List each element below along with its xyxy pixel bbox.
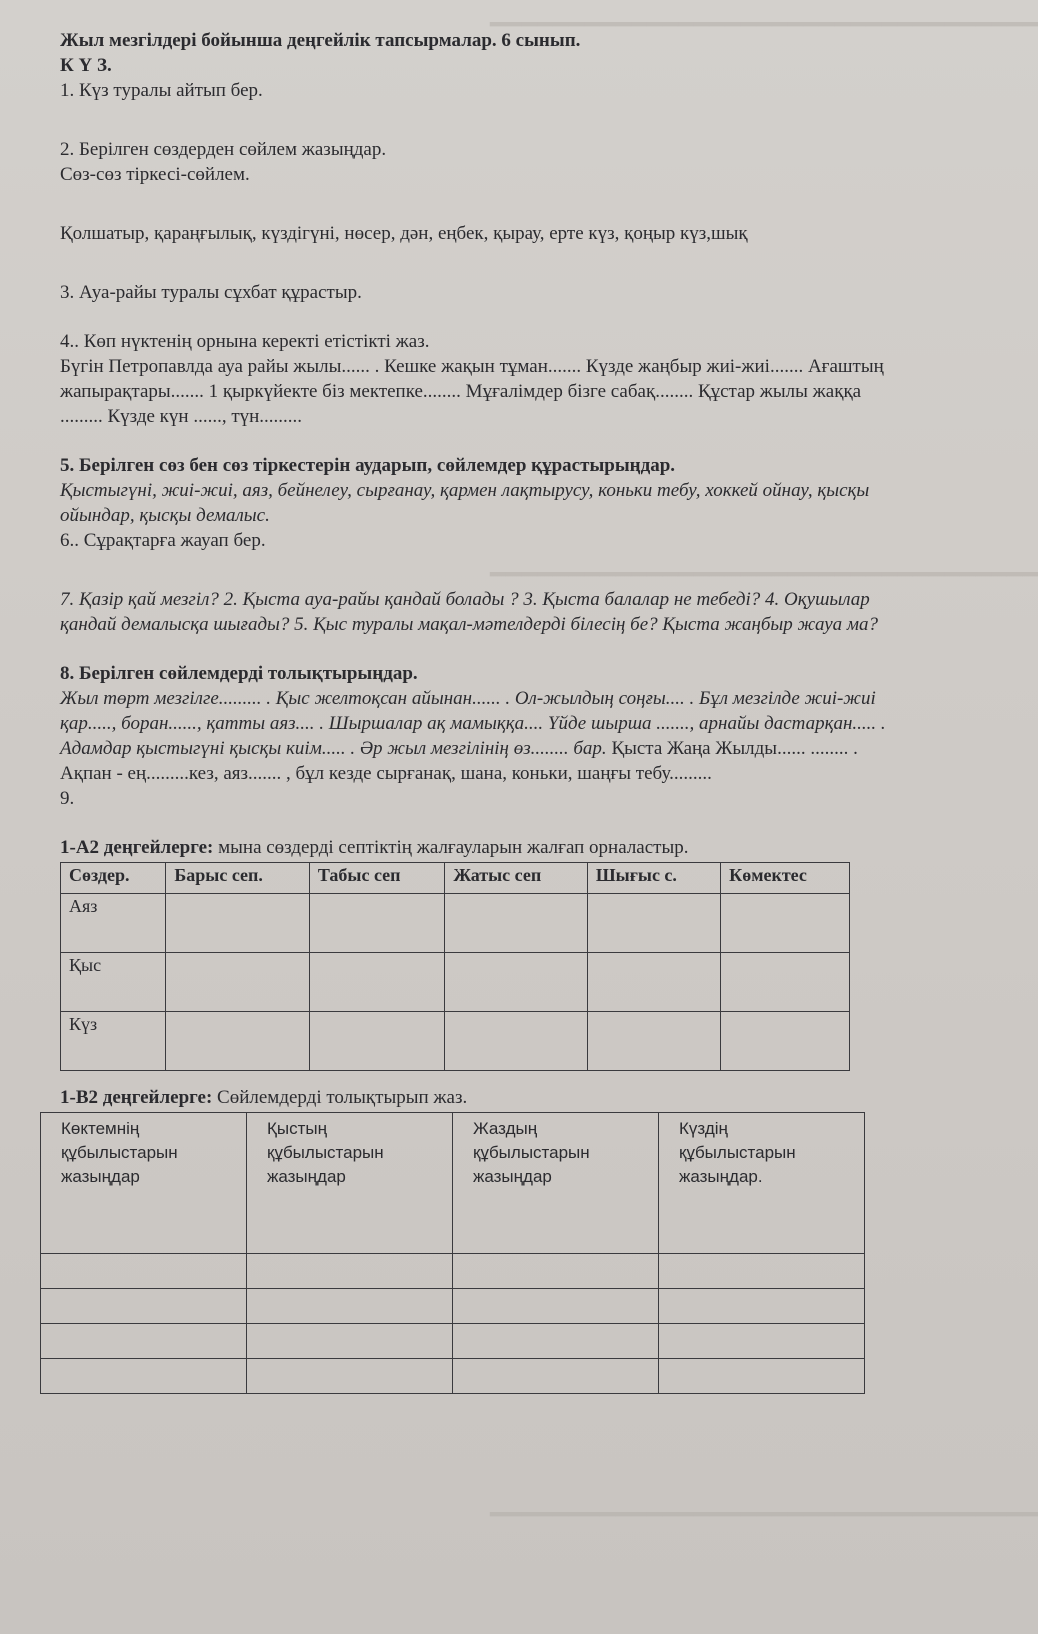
answer-cell	[247, 1359, 453, 1394]
case-row-word: Күз	[61, 1012, 166, 1071]
spring-header: Көктемнің құбылыстарын жазыңдар	[41, 1113, 247, 1254]
answer-cell	[309, 953, 445, 1012]
task-5-line-2: ойындар, қысқы демалыс.	[60, 505, 270, 526]
task-7-line-1: 7. Қазір қай мезгіл? 2. Қыста ауа-райы қандай болады ? 3. Қыста балалар не тебеді? 4. Оқушылар	[60, 589, 870, 610]
answer-cell	[445, 1012, 588, 1071]
task-6: 6.. Сұрақтарға жауап бер.	[60, 530, 266, 551]
answer-cell	[247, 1289, 453, 1324]
answer-cell	[587, 953, 720, 1012]
answer-cell	[721, 1012, 850, 1071]
autumn-header: Күздің құбылыстарын жазыңдар.	[659, 1113, 865, 1254]
a2-label: 1-А2 деңгейлерге:	[60, 837, 214, 858]
task-5: 5. Берілген сөз бен сөз тіркестерін аударып, сөйлемдер құрастырыңдар.	[60, 455, 676, 476]
a2-instruction	[60, 835, 1020, 860]
answer-cell	[166, 953, 309, 1012]
task-9: 9.	[60, 788, 75, 809]
answer-cell	[309, 894, 445, 953]
task-5-line-1: Қыстыгүні, жиі-жиі, аяз, бейнелеу, сырғанау, қармен лақтырусу, коньки тебу, хоккей ойнау, қысқы	[60, 480, 870, 501]
section-heading: К Ү З.	[60, 55, 112, 76]
answer-cell	[721, 894, 850, 953]
task-4: 4.. Көп нүктенің орнына керекті етістікті жаз.	[60, 331, 430, 352]
answer-cell	[41, 1254, 247, 1289]
b2-text: Сөйлемдерді толықтырып жаз.	[212, 1087, 468, 1108]
summer-header: Жаздың құбылыстарын жазыңдар	[453, 1113, 659, 1254]
case-header-accusative: Табыс сеп	[309, 863, 445, 894]
task-7-line-2: қандай демалысқа шығады? 5. Қыс туралы мақал-мәтелдерді білесің бе? Қыста жаңбыр жауа ма?	[60, 614, 879, 635]
table-row	[41, 1254, 865, 1289]
answer-cell	[41, 1359, 247, 1394]
answer-cell	[247, 1254, 453, 1289]
answer-cell	[453, 1254, 659, 1289]
answer-cell	[659, 1359, 865, 1394]
table-row	[61, 953, 850, 1012]
answer-cell	[453, 1359, 659, 1394]
task-8-line-1: Жыл төрт мезгілге......... . Қыс желтоқсан айынан...... . Ол-жылдың соңғы.... . Бұл мезгілде жиі-жиі	[60, 688, 876, 709]
answer-cell	[659, 1324, 865, 1359]
task-8-line-2: қар....., боран......, қатты аяз.... . Шыршалар ақ мамыққа.... Үйде шырша ......., арнайы дастарқан..... .	[60, 713, 886, 734]
bleed-through-texture: ━━━━━━━━━━━━━━━━━━━━━━━━━━━━━━━━━━━	[490, 560, 1038, 590]
task-4-line-3: ......... Күзде күн ......, түн.........	[60, 406, 303, 427]
a2-text: мына сөздерді септіктің жалғауларын жалғап орналастыр.	[213, 837, 689, 858]
task-4-line-2: жапырақтары....... 1 қыркүйекте біз мектепке........ Мұғалімдер бізге сабақ........ Құстар жылы жаққа	[60, 381, 862, 402]
answer-cell	[659, 1254, 865, 1289]
case-table-header-row	[61, 863, 850, 894]
answer-cell	[445, 894, 588, 953]
answer-cell	[453, 1289, 659, 1324]
task-1: 1. Күз туралы айтып бер.	[60, 80, 263, 101]
answer-cell	[445, 953, 588, 1012]
task-4-line-1: Бүгін Петропавлда ауа райы жылы...... . Кешке жақын тұман....... Күзде жаңбыр жиі-жиі....... Ағаштың	[60, 356, 884, 377]
b2-label: 1-В2 деңгейлерге:	[60, 1087, 213, 1108]
task-8-line-3b: Қыста Жаңа Жылды...... ........ .	[606, 738, 858, 759]
task-2: 2. Берілген сөздерден сөйлем жазыңдар.	[60, 139, 387, 160]
table-row	[61, 894, 850, 953]
case-header-ablative: Шығыс с.	[587, 863, 720, 894]
case-header-locative: Жатыс сеп	[445, 863, 588, 894]
winter-header: Қыстың құбылыстарын жазыңдар	[247, 1113, 453, 1254]
task-2-words: Қолшатыр, қараңғылық, күздігүні, нөсер, дән, еңбек, қырау, ерте күз, қоңыр күз,шық	[60, 223, 748, 244]
task-8-line-4: Ақпан - ең.........кез, аяз....... , бұл кезде сырғанақ, шана, коньки, шаңғы тебу.........	[60, 763, 712, 784]
table-row	[61, 1012, 850, 1071]
answer-cell	[309, 1012, 445, 1071]
case-header-instrumental: Көмектес	[721, 863, 850, 894]
answer-cell	[587, 894, 720, 953]
answer-cell	[41, 1289, 247, 1324]
page-title: Жыл мезгілдері бойынша деңгейлік тапсырмалар. 6 сынып.	[60, 30, 581, 51]
answer-cell	[587, 1012, 720, 1071]
answer-cell	[453, 1324, 659, 1359]
answer-cell	[721, 953, 850, 1012]
case-header-words: Сөздер.	[61, 863, 166, 894]
answer-cell	[166, 894, 309, 953]
bleed-through-texture: ━━━━━━━━━━━━━━━━━━━━━━━━━━━━━━━━━━━	[490, 10, 1038, 40]
table-row	[41, 1359, 865, 1394]
answer-cell	[41, 1324, 247, 1359]
task-8: 8. Берілген сөйлемдерді толықтырыңдар.	[60, 663, 418, 684]
answer-cell	[166, 1012, 309, 1071]
task-8-line-3a: Адамдар қыстыгүні қысқы киім..... . Әр жыл мезгілінің өз........ бар.	[60, 738, 607, 759]
bleed-through-texture: ━━━━━━━━━━━━━━━━━━━━━━━━━━━━━━━━━━━	[490, 1500, 1038, 1530]
task-3: 3. Ауа-райы туралы сұхбат құрастыр.	[60, 282, 362, 303]
case-endings-table	[60, 862, 850, 1071]
case-header-dative: Барыс сеп.	[166, 863, 309, 894]
b2-instruction	[60, 1085, 1020, 1110]
seasons-phenomena-table	[40, 1112, 865, 1394]
worksheet-content	[60, 28, 1020, 1394]
answer-cell	[247, 1324, 453, 1359]
seasons-table-header-row	[41, 1113, 865, 1254]
case-row-word: Аяз	[61, 894, 166, 953]
task-2-subtitle: Сөз-сөз тіркесі-сөйлем.	[60, 164, 250, 185]
answer-cell	[659, 1289, 865, 1324]
table-row	[41, 1289, 865, 1324]
task-8-line-3	[60, 736, 1020, 761]
case-row-word: Қыс	[61, 953, 166, 1012]
table-row	[41, 1324, 865, 1359]
